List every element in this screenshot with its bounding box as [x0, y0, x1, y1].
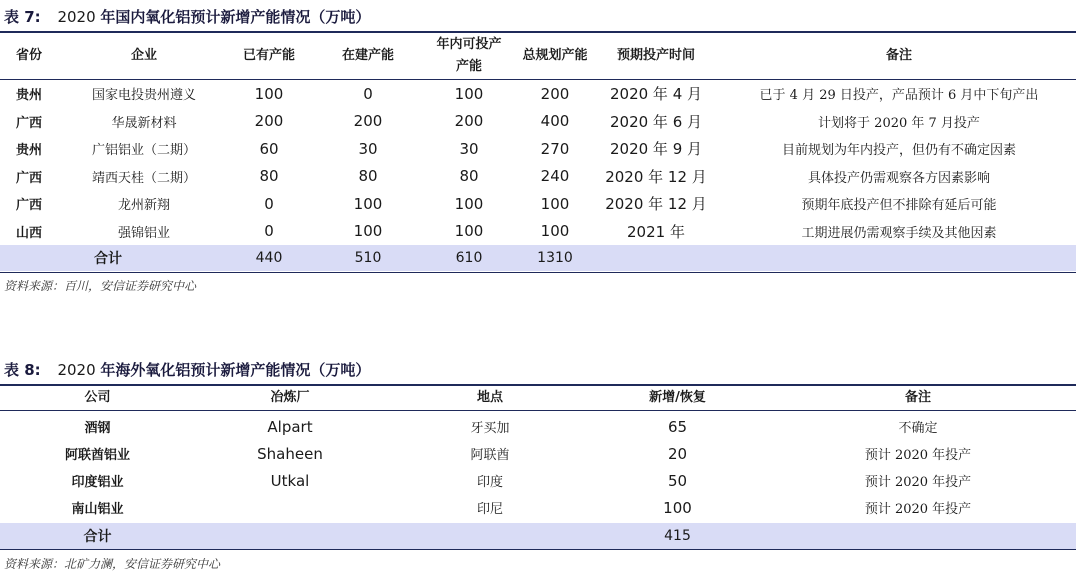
table7-cell-expected-time: 2020 年 6 月	[609, 112, 703, 131]
table7-cell-province: 贵州	[15, 88, 42, 103]
table8-cell-smelter: Utkal	[270, 471, 310, 490]
table7-cell-province: 广西	[15, 198, 42, 213]
table7-header-row	[0, 33, 1076, 79]
table8-cell-new-restored: 20	[667, 444, 688, 463]
table-row	[0, 108, 1076, 135]
table-row	[0, 494, 1076, 521]
table7-cell-expected-time: 2021 年	[627, 222, 685, 241]
table7-header-remark: 备注	[885, 48, 912, 63]
table8-cell-new-restored: 65	[667, 417, 688, 436]
table7-total-existing: 440	[255, 250, 283, 266]
table8-title-text: 年海外氧化铝预计新增产能情况（万吨）	[100, 361, 371, 379]
table8-total-row	[0, 523, 1076, 549]
table7-header-planned: 总规划产能	[522, 48, 588, 63]
table7-cell-remark: 预期年底投产但不排除有延后可能	[801, 198, 997, 213]
table7-title	[4, 6, 370, 28]
table8-cell-location: 阿联酋	[470, 448, 510, 463]
table8-header-remark: 备注	[904, 390, 931, 405]
table7-cell-planned: 400	[540, 112, 570, 130]
table8-cell-company: 阿联酋铝业	[64, 448, 130, 463]
table7-cell-remark: 计划将于 2020 年 7 月投产	[818, 115, 980, 131]
table7-cell-planned: 100	[540, 222, 570, 240]
table8-cell-remark: 预计 2020 年投产	[864, 502, 972, 517]
table7-total-row	[0, 245, 1076, 271]
table7-cell-this-year: 100	[454, 222, 484, 240]
table7-cell-expected-time: 2020 年 4 月	[609, 85, 703, 103]
table7-header-company: 企业	[130, 48, 157, 63]
table7-source: 资料来源：百川，安信证券研究中心	[4, 279, 197, 293]
table-row	[0, 80, 1076, 107]
table7-cell-planned: 100	[540, 194, 570, 213]
table7-cell-company: 强锦铝业	[117, 225, 170, 241]
table8-bottom-rule	[0, 549, 1076, 550]
table8-cell-company: 印度铝业	[71, 475, 124, 490]
table7-cell-planned: 200	[540, 84, 570, 103]
table7-header-this-year: 年内可投产产能	[436, 37, 502, 74]
table7-header-building: 在建产能	[341, 48, 394, 63]
table-row	[0, 190, 1076, 217]
table-row	[0, 218, 1076, 245]
table8-cell-smelter: Alpart	[267, 417, 313, 436]
table7-cell-existing: 60	[259, 139, 279, 158]
table7-cell-expected-time: 2020 年 12 月	[605, 167, 707, 186]
table7-cell-building: 30	[358, 139, 378, 158]
table7-bottom-rule	[0, 272, 1076, 273]
table8-label: 表 8:	[4, 361, 41, 379]
table7-cell-remark: 工期进展仍需观察手续及其他因素	[801, 225, 997, 241]
table7-cell-company: 华晟新材料	[111, 115, 177, 131]
table7-cell-building: 100	[353, 194, 383, 213]
table8-cell-smelter: Shaheen	[257, 444, 323, 463]
table7-total-label: 合计	[94, 251, 122, 267]
table8-total-label: 合计	[83, 529, 112, 545]
table7-cell-existing: 80	[259, 167, 279, 185]
table7-cell-this-year: 30	[459, 139, 479, 158]
table7-year: 2020	[57, 8, 96, 26]
table7-header-province: 省份	[15, 48, 42, 63]
table8-header-smelter: 冶炼厂	[270, 390, 310, 405]
table7-cell-planned: 270	[540, 139, 570, 158]
table-row	[0, 440, 1076, 467]
table7-cell-existing: 0	[264, 222, 274, 240]
table8-total-new-restored: 415	[664, 528, 691, 544]
table7-cell-this-year: 200	[454, 112, 484, 130]
table7-cell-building: 80	[358, 167, 378, 185]
table8-year: 2020	[57, 361, 96, 379]
table7-total-building: 510	[354, 250, 382, 266]
table8-title	[4, 359, 370, 381]
table8-cell-new-restored: 100	[663, 498, 692, 517]
table8-cell-smelter	[195, 494, 385, 521]
table-row	[0, 467, 1076, 494]
table7-cell-this-year: 100	[454, 194, 484, 213]
table7-cell-province: 贵州	[15, 143, 42, 158]
table8-header-company: 公司	[84, 390, 111, 405]
table7-cell-province: 山西	[15, 225, 42, 241]
table8-cell-company: 南山铝业	[71, 502, 124, 517]
table7-total-this-year: 610	[455, 250, 483, 266]
table7-cell-expected-time: 2020 年 9 月	[609, 140, 703, 158]
table7-cell-province: 广西	[15, 170, 42, 186]
table7-total-planned: 1310	[537, 250, 573, 266]
table8-header-location: 地点	[476, 390, 503, 405]
table8-cell-new-restored: 50	[667, 471, 688, 490]
table8-cell-company: 酒钢	[84, 421, 111, 436]
table7-label: 表 7:	[4, 8, 41, 26]
table-row	[0, 413, 1076, 440]
table7-header-expected-time: 预期投产时间	[616, 48, 695, 63]
table8-cell-location: 印尼	[476, 502, 503, 517]
table7-cell-company: 国家电投贵州遵义	[91, 88, 196, 103]
table7-cell-remark: 具体投产仍需观察各方因素影响	[807, 170, 990, 186]
table8-cell-remark: 预计 2020 年投产	[864, 475, 972, 490]
table8-cell-location: 印度	[476, 475, 503, 490]
table7-header-existing: 已有产能	[242, 48, 295, 63]
table7-cell-building: 200	[353, 112, 383, 130]
table8-header-row	[0, 386, 1076, 410]
table8-source: 资料来源：北矿力澜，安信证券研究中心	[4, 557, 221, 571]
table-row	[0, 163, 1076, 190]
table7-cell-this-year: 100	[454, 84, 484, 103]
table7-cell-company: 靖西天桂（二期）	[91, 170, 196, 186]
table7-cell-company: 广铝铝业（二期）	[91, 143, 196, 158]
table7-cell-remark: 目前规划为年内投产，但仍有不确定因素	[781, 143, 1016, 158]
table8-cell-remark: 预计 2020 年投产	[864, 448, 972, 463]
table8-cell-location: 牙买加	[470, 421, 510, 436]
table8-header-new-restored: 新增/恢复	[649, 390, 706, 405]
table8-header-rule	[0, 410, 1076, 411]
table7-cell-building: 0	[363, 84, 373, 103]
table7-cell-province: 广西	[15, 115, 42, 131]
table7-cell-existing: 100	[254, 84, 284, 103]
table7-cell-remark: 已于 4 月 29 日投产，产品预计 6 月中下旬产出	[759, 88, 1039, 103]
table8-cell-remark: 不确定	[898, 421, 938, 436]
table7-cell-building: 100	[353, 222, 383, 240]
table7-cell-existing: 0	[264, 194, 274, 213]
table7-cell-company: 龙州新翔	[117, 198, 170, 213]
table7-title-text: 年国内氧化铝预计新增产能情况（万吨）	[100, 8, 371, 26]
table7-cell-planned: 240	[540, 167, 570, 185]
table7-cell-expected-time: 2020 年 12 月	[605, 195, 707, 213]
table7-cell-this-year: 80	[459, 167, 479, 185]
table7-cell-existing: 200	[254, 112, 284, 130]
table-row	[0, 135, 1076, 162]
